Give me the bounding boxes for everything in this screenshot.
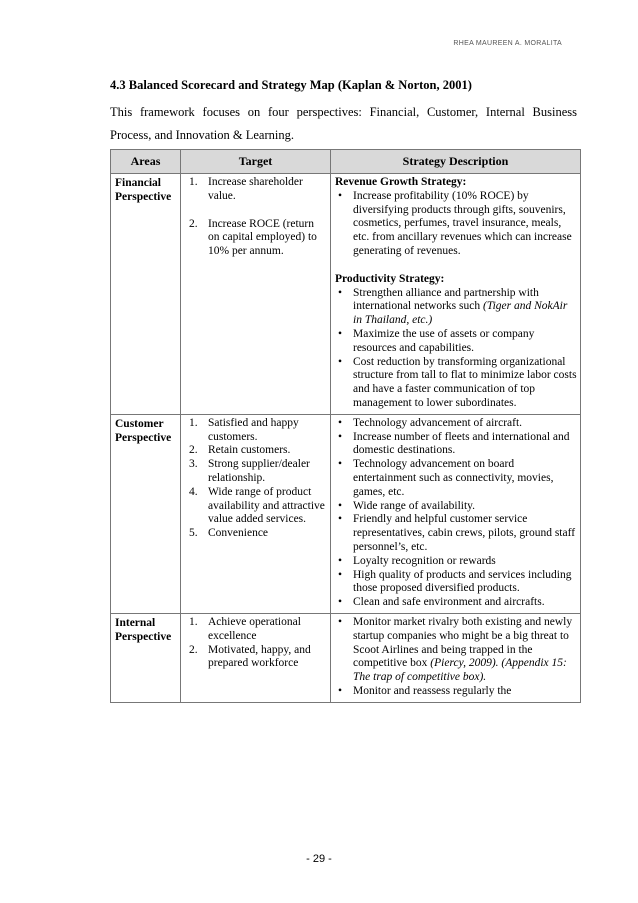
column-header-strategy: Strategy Description <box>331 150 581 174</box>
column-header-areas: Areas <box>111 150 181 174</box>
list-item: • Clean and safe environment and aircrafts. <box>338 596 545 609</box>
list-item: • Maximize the use of assets or company resources and capabilities. <box>338 327 535 354</box>
area-financial: Financial Perspective <box>111 174 181 415</box>
list-item: • High quality of products and services including those proposed diversified products. <box>338 568 572 595</box>
strategy-subtitle: Productivity Strategy: <box>335 272 445 285</box>
list-item: 2. Motivated, happy, and prepared workforce <box>189 643 311 670</box>
list-item: • Monitor and reassess regularly the <box>338 684 512 697</box>
list-item: • Technology advancement on board entertainment such as connectivity, movies, games, etc. <box>338 458 554 498</box>
section-title: 4.3 Balanced Scorecard and Strategy Map (Kaplan & Norton, 2001) <box>110 78 472 92</box>
list-item: 1. Achieve operational excellence <box>189 615 301 642</box>
table-row-internal <box>111 613 581 702</box>
area-internal: Internal Perspective <box>111 613 181 702</box>
list-item: • Loyalty recognition or rewards <box>338 554 496 567</box>
targets-internal <box>181 613 331 702</box>
list-item: 2. Retain customers. <box>189 444 291 457</box>
list-item: 5. Convenience <box>189 527 269 540</box>
table-row-financial <box>111 174 581 415</box>
list-item: • Wide range of availability. <box>338 499 476 512</box>
table-row-customer <box>111 414 581 613</box>
strategy-subtitle: Revenue Growth Strategy: <box>335 176 467 188</box>
area-customer: Customer Perspective <box>111 414 181 613</box>
strategy-financial <box>331 174 581 415</box>
strategy-internal <box>331 613 581 702</box>
table-header-row <box>111 150 581 174</box>
list-item: 4. Wide range of product availability and attractive value added services. <box>189 485 325 526</box>
column-header-target: Target <box>181 150 331 174</box>
list-item: • Monitor market rivalry both existing and newly startup companies who might be a big threat to Scoot Airlines and being trapped in the competitive box (Piercy, 2009). (Appendix 15: The trap of competitive box). <box>338 615 573 684</box>
running-header: RHEA MAUREEN A. MORALITA <box>453 40 562 47</box>
list-item: • Friendly and helpful customer service representatives, cabin crews, pilots, ground staff personnel’s, etc. <box>338 513 576 553</box>
strategy-customer <box>331 414 581 613</box>
list-item: • Cost reduction by transforming organizational structure from tall to flat to minimize labor costs and have a faster communication of top management to lower subordinates. <box>338 355 577 409</box>
targets-customer <box>181 414 331 613</box>
intro-paragraph: This framework focuses on four perspectives: Financial, Customer, Internal Business Process, and Innovation & Learning. <box>110 105 577 142</box>
list-item: 2. Increase ROCE (return on capital employed) to 10% per annum. <box>189 217 317 258</box>
list-item: 1. Increase shareholder value. <box>189 176 303 202</box>
page-number: - 29 - <box>306 853 332 865</box>
list-item: • Technology advancement of aircraft. <box>338 416 523 429</box>
list-item: 3. Strong supplier/dealer relationship. <box>189 458 310 484</box>
list-item: • Increase profitability (10% ROCE) by diversifying products through gifts, souvenirs, cosmetics, perfumes, travel insurance, meals, etc. from ancillary revenues which can increase generating of revenues. <box>338 189 572 257</box>
balanced-scorecard-table <box>110 149 581 703</box>
list-item: • Increase number of fleets and international and domestic destinations. <box>338 430 570 457</box>
targets-financial <box>181 174 331 415</box>
list-item: 1. Satisfied and happy customers. <box>189 416 299 443</box>
list-item: • Strengthen alliance and partnership with international networks such (Tiger and NokAir in Thailand, etc.) <box>338 286 568 327</box>
